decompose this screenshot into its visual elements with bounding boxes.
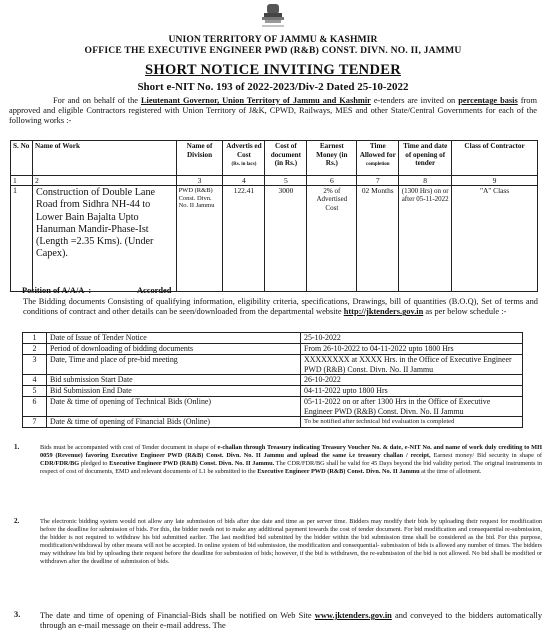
schedule-no: 6 xyxy=(23,397,47,417)
column-number-row xyxy=(11,176,538,186)
schedule-value: To be notified after technical bid evaluation is completed xyxy=(301,417,523,428)
col-number: 4 xyxy=(223,176,265,186)
national-emblem-icon xyxy=(258,2,288,32)
header-doc-cost: Cost of document (in Rs.) xyxy=(265,141,307,176)
note-1-text-h: Executive Engineer PWD (R&B) Const. Divn. No. II Jammu xyxy=(257,467,420,475)
header-time xyxy=(357,141,399,176)
note-3-text-b: and conveyed to the bidders automatically through an e-mail message on their e-mail address. The xyxy=(40,611,543,631)
work-name: Construction of Double Lane Road from Sidhra NH-44 to Lower Bain Bajalta Upto Hanuman Mandir-Phase-Ist (Length =2.35 Kms). (Under Capex). xyxy=(32,186,176,292)
header-cost xyxy=(223,141,265,176)
bid-text-1: The Bidding documents Consisting of qualifying information, eligibility criteria, specifications, Drawings, bill of quantities (B.O.Q), Set of terms and conditions of contract and other details can be seen/downloaded from the departmental website xyxy=(23,297,538,317)
col-number: 2 xyxy=(32,176,176,186)
note-1-text-e: pledged to xyxy=(80,459,108,467)
note-2-text: The electronic bidding system would not allow any late submission of bids after due date and time as per server time. Bidders may modify their bids by uploading their request for modification before the deadline for submission of bids. For this, the bidder needs not to make any additional payment towards the cost of tender document. For bid modification and consequential re-submission, the bidder is not required to withdraw his bid submitted earlier. The last modified bid submitted by the bidder within the bid submission time shall be considered as the bid. For this purpose, modification/withdrawal by other means will not be accepted. In online system of bid submission, the modification and consequential- submission of bids is allowed any number of times. The bidders may withdraw his bid by uploading their request before the deadline for submission of bids; however, if the bid is withdrawn, the re-submission of the bid is not allowed. No bid shall be modified or withdrawn after the deadline of submission of bids. xyxy=(40,518,542,565)
col-number: 1 xyxy=(11,176,33,186)
schedule-no: 1 xyxy=(23,333,47,344)
schedule-row xyxy=(23,333,523,344)
position-value: Accorded xyxy=(137,286,172,295)
header-opening: Time and date of opening of tender xyxy=(399,141,452,176)
schedule-value: 05-11-2022 on or after 1300 Hrs in the Office of Executive Engineer PWD (R&B) Const. Divn. No. II Jammu xyxy=(301,397,523,417)
schedule-row xyxy=(23,397,523,417)
schedule-table xyxy=(22,332,523,428)
intro-basis: percentage basis xyxy=(458,96,518,105)
note-1-text-d: CDR/FDR/BG xyxy=(40,459,80,467)
schedule-value: XXXXXXXX at XXXX Hrs. in the Office of Executive Engineer PWD (R&B) Const. Divn. No. II Jammu xyxy=(301,355,523,375)
jktenders-www-link[interactable]: www.jktenders.gov.in xyxy=(314,611,392,620)
intro-text-1: For and on behalf of the xyxy=(53,96,138,105)
schedule-label: Date & time of opening of Technical Bids (Online) xyxy=(47,397,301,417)
schedule-value: From 26-10-2022 to 04-11-2022 upto 1800 Hrs xyxy=(301,344,523,355)
schedule-row xyxy=(23,417,523,428)
note-1-text-a: Bids must be accompanied with cost of Tender document in shape of xyxy=(40,444,216,451)
schedule-no: 7 xyxy=(23,417,47,428)
position-label: Position of A/A/A xyxy=(22,286,85,295)
col-number: 9 xyxy=(452,176,538,186)
work-emd: 2% of Advertised Cost xyxy=(307,186,357,292)
note-1-text-g: The CDR/FDR/BG shall be valid for 45 Days beyond the bid validity period. The original instruments in respect of cost of documents, EMD and relevant documents of L1 be submitted to the xyxy=(40,459,543,475)
note-1-text-b: e-challan through Treasury indicating Treasury Voucher No. & date, e-NIT No. and name of work duly crediting to MH 0059 (Revenue) favoring Executive Engineer PWD (R&B) Const. Divn. No. II Jammu and upload the same i.e treasury challan / receipt, xyxy=(40,444,542,459)
schedule-value: 26-10-2022 xyxy=(301,375,523,386)
work-sno: 1 xyxy=(11,186,33,292)
intro-authority: Lieutenant Governor, Union Territory of Jammu and Kashmir xyxy=(140,96,371,105)
header-time-sub: completion xyxy=(365,162,390,168)
schedule-no: 4 xyxy=(23,375,47,386)
notice-title: SHORT NOTICE INVITING TENDER xyxy=(145,62,401,78)
notice-subtitle: Short e-NIT No. 193 of 2022-2023/Div-2 Dated 25-10-2022 xyxy=(137,81,409,93)
schedule-value: 25-10-2022 xyxy=(301,333,523,344)
note-3-number: 3. xyxy=(14,610,21,619)
schedule-row xyxy=(23,355,523,375)
intro-text-2: e-tenders are invited on xyxy=(373,96,456,105)
note-2-number: 2. xyxy=(14,517,20,525)
works-table xyxy=(10,140,538,292)
note-3-text-a: The date and time of opening of Financial-Bids shall be notified on Web Site xyxy=(40,611,312,620)
header-time-label: Time Allowed for xyxy=(359,142,396,159)
col-number: 7 xyxy=(357,176,399,186)
note-1-text-i: at the time of allotment. xyxy=(421,467,482,475)
schedule-label: Date, Time and place of pre-bid meeting xyxy=(47,355,301,375)
schedule-no: 3 xyxy=(23,355,47,375)
header-sno: S. No xyxy=(11,141,33,176)
intro-paragraph xyxy=(9,96,537,127)
note-1 xyxy=(14,444,542,476)
header-line-2: OFFICE THE EXECUTIVE ENGINEER PWD (R&B) CONST. DIVN. NO. II, JAMMU xyxy=(84,45,462,56)
work-row xyxy=(11,186,538,292)
work-class: "A" Class xyxy=(452,186,538,292)
intro-text-3: from approved and eligible Contractors registered with Union Territory of J&K, CPWD, Railways, MES and other State/Central Governments for each of the following works :- xyxy=(9,96,537,126)
schedule-no: 2 xyxy=(23,344,47,355)
header-cost-label: Advertis ed Cost xyxy=(226,142,262,159)
header-emd: Earnest Money (in Rs.) xyxy=(307,141,357,176)
schedule-row xyxy=(23,344,523,355)
col-number: 3 xyxy=(176,176,223,186)
work-time: 02 Months xyxy=(357,186,399,292)
col-number: 8 xyxy=(399,176,452,186)
header-class: Class of Contractor xyxy=(452,141,538,176)
header-division: Name of Division xyxy=(176,141,223,176)
note-2 xyxy=(14,518,542,565)
schedule-label: Bid Submission End Date xyxy=(47,386,301,397)
jktenders-link[interactable]: http://jktenders.gov.in xyxy=(343,307,424,317)
header-cost-unit: (Rs. in lacs) xyxy=(231,162,257,168)
schedule-label: Period of downloading of bidding documents xyxy=(47,344,301,355)
note-1-text-f: Executive Engineer PWD (R&B) Const. Divn. No. II Jammu. xyxy=(109,459,275,467)
note-1-text-c: Earnest money/ Bid security in shape of xyxy=(433,451,542,459)
header-name-of-work: Name of Work xyxy=(32,141,176,176)
schedule-value: 04-11-2022 upto 1800 Hrs xyxy=(301,386,523,397)
position-aaa: Position of A/A/A : Accorded xyxy=(22,286,172,295)
bidding-documents-paragraph xyxy=(23,297,538,317)
note-3 xyxy=(14,611,542,631)
schedule-row xyxy=(23,386,523,397)
schedule-label: Bid submission Start Date xyxy=(47,375,301,386)
note-1-number: 1. xyxy=(14,443,20,451)
schedule-no: 5 xyxy=(23,386,47,397)
bid-text-2: as per below schedule :- xyxy=(425,307,507,317)
schedule-label: Date & time of opening of Financial Bids (Online) xyxy=(47,417,301,428)
work-opening: (1300 Hrs) on or after 05-11-2022 xyxy=(399,186,452,292)
col-number: 6 xyxy=(307,176,357,186)
work-cost: 122.41 xyxy=(223,186,265,292)
work-doc-cost: 3000 xyxy=(265,186,307,292)
work-division: PWD (R&B) Const. Divn. No. II Jammu xyxy=(176,186,223,292)
schedule-row xyxy=(23,375,523,386)
col-number: 5 xyxy=(265,176,307,186)
header-line-1: UNION TERRITORY OF JAMMU & KASHMIR xyxy=(168,34,378,45)
schedule-label: Date of Issue of Tender Notice xyxy=(47,333,301,344)
